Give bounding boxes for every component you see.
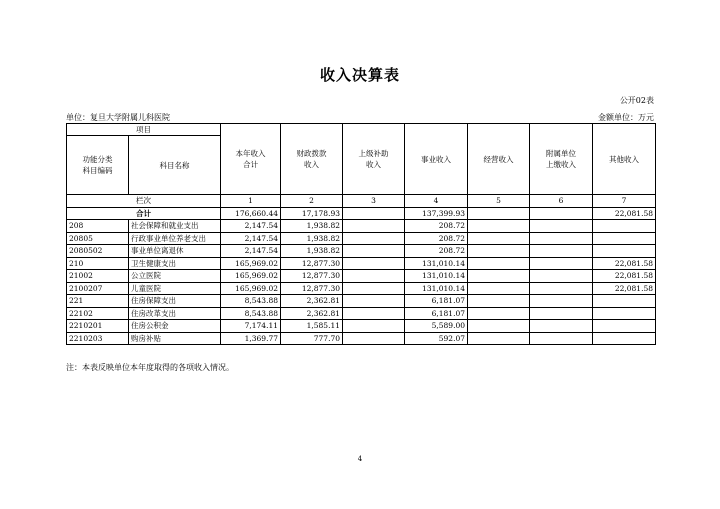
amount-cell: 165,969.02 [221,270,281,283]
total-value: 176,660.44 [221,207,281,220]
table-row [67,295,656,308]
amount-cell [593,320,656,333]
total-value [343,207,405,220]
amount-cell [530,282,593,295]
amount-cell: 2,362.81 [281,307,343,320]
table-row [67,220,656,233]
total-value: 137,399.93 [405,207,468,220]
amount-cell [468,232,530,245]
amount-cell [593,245,656,258]
table-row [67,320,656,333]
header-fiscal: 财政拨款 收入 [281,124,343,195]
table-row [67,257,656,270]
amount-cell [530,232,593,245]
subject-name: 住房改革支出 [129,307,221,320]
subject-name: 购房补贴 [129,332,221,345]
column-number-row [67,195,656,208]
amount-cell: 1,585.11 [281,320,343,333]
column-number: 6 [530,195,593,208]
amount-cell [468,295,530,308]
amount-cell: 165,969.02 [221,282,281,295]
amount-cell: 12,877.30 [281,257,343,270]
subject-code: 2080502 [67,245,129,258]
header-affiliate: 附属单位 上缴收入 [530,124,593,195]
subject-code: 2210203 [67,332,129,345]
page-number: 4 [357,455,363,463]
amount-cell [593,232,656,245]
subject-name: 卫生健康支出 [129,257,221,270]
amount-cell [468,270,530,283]
amount-cell [530,270,593,283]
amount-cell: 5,589.00 [405,320,468,333]
amount-cell [343,320,405,333]
amount-unit: 金额单位：万元 [598,113,654,122]
column-number: 3 [343,195,405,208]
subject-code: 2210201 [67,320,129,333]
header-row-1 [67,124,656,136]
amount-cell: 6,181.07 [405,307,468,320]
header-item: 项目 [67,124,221,136]
amount-cell: 2,362.81 [281,295,343,308]
amount-cell [530,220,593,233]
subject-code: 20805 [67,232,129,245]
amount-cell [343,232,405,245]
total-value [530,207,593,220]
amount-cell [593,295,656,308]
amount-cell: 22,081.58 [593,282,656,295]
amount-cell [530,245,593,258]
amount-cell: 208.72 [405,220,468,233]
total-value: 22,081.58 [593,207,656,220]
amount-cell [343,307,405,320]
amount-cell [530,257,593,270]
amount-cell: 12,877.30 [281,282,343,295]
amount-cell [343,220,405,233]
table-row [67,282,656,295]
amount-cell: 131,010.14 [405,282,468,295]
header-code: 功能分类 科目编码 [67,136,129,195]
header-operating: 经营收入 [468,124,530,195]
amount-cell: 2,147.54 [221,232,281,245]
amount-cell: 131,010.14 [405,270,468,283]
page-title: 收入决算表 [319,66,400,84]
subject-name: 公立医院 [129,270,221,283]
amount-cell: 592.07 [405,332,468,345]
amount-cell [468,320,530,333]
form-number: 公开02表 [619,96,654,105]
amount-cell: 208.72 [405,232,468,245]
amount-cell [343,270,405,283]
amount-cell [468,332,530,345]
subject-name: 行政事业单位养老支出 [129,232,221,245]
header-name: 科目名称 [129,136,221,195]
subject-code: 208 [67,220,129,233]
table-row [67,332,656,345]
amount-cell: 8,543.88 [221,295,281,308]
amount-cell: 2,147.54 [221,220,281,233]
subject-name: 住房公积金 [129,320,221,333]
amount-cell [530,332,593,345]
column-number: 4 [405,195,468,208]
total-label: 合计 [67,207,221,220]
amount-cell: 1,938.82 [281,220,343,233]
table-row [67,245,656,258]
amount-cell [593,220,656,233]
amount-cell: 1,938.82 [281,245,343,258]
amount-cell [468,257,530,270]
amount-cell [343,282,405,295]
amount-cell: 22,081.58 [593,270,656,283]
amount-cell [468,307,530,320]
amount-cell: 6,181.07 [405,295,468,308]
amount-cell [530,295,593,308]
amount-cell: 12,877.30 [281,270,343,283]
amount-cell [343,257,405,270]
table-row [67,232,656,245]
amount-cell: 165,969.02 [221,257,281,270]
amount-cell: 131,010.14 [405,257,468,270]
subject-code: 221 [67,295,129,308]
amount-cell: 1,369.77 [221,332,281,345]
column-number: 1 [221,195,281,208]
amount-cell: 208.72 [405,245,468,258]
subject-code: 2100207 [67,282,129,295]
total-value [468,207,530,220]
amount-cell [468,245,530,258]
subject-code: 21002 [67,270,129,283]
total-value: 17,178.93 [281,207,343,220]
subject-name: 社会保障和就业支出 [129,220,221,233]
subject-code: 210 [67,257,129,270]
footnote: 注：本表反映单位本年度取得的各项收入情况。 [66,363,234,372]
subject-name: 事业单位离退休 [129,245,221,258]
header-other: 其他收入 [593,124,656,195]
amount-cell [593,332,656,345]
column-number: 7 [593,195,656,208]
header-superior: 上级补助 收入 [343,124,405,195]
amount-cell: 1,938.82 [281,232,343,245]
amount-cell [530,307,593,320]
column-number: 5 [468,195,530,208]
amount-cell: 8,543.88 [221,307,281,320]
table-row [67,307,656,320]
subject-name: 儿童医院 [129,282,221,295]
header-business: 事业收入 [405,124,468,195]
amount-cell [468,282,530,295]
income-table [66,123,656,345]
amount-cell [343,332,405,345]
subject-code: 22102 [67,307,129,320]
reporting-unit: 单位：复旦大学附属儿科医院 [66,113,170,122]
amount-cell: 7,174.11 [221,320,281,333]
column-label: 栏次 [67,195,221,208]
amount-cell [593,307,656,320]
amount-cell: 2,147.54 [221,245,281,258]
subject-name: 住房保障支出 [129,295,221,308]
amount-cell: 777.70 [281,332,343,345]
total-row [67,207,656,220]
amount-cell: 22,081.58 [593,257,656,270]
amount-cell [343,295,405,308]
amount-cell [468,220,530,233]
column-number: 2 [281,195,343,208]
header-total: 本年收入 合计 [221,124,281,195]
amount-cell [530,320,593,333]
table-row [67,270,656,283]
amount-cell [343,245,405,258]
